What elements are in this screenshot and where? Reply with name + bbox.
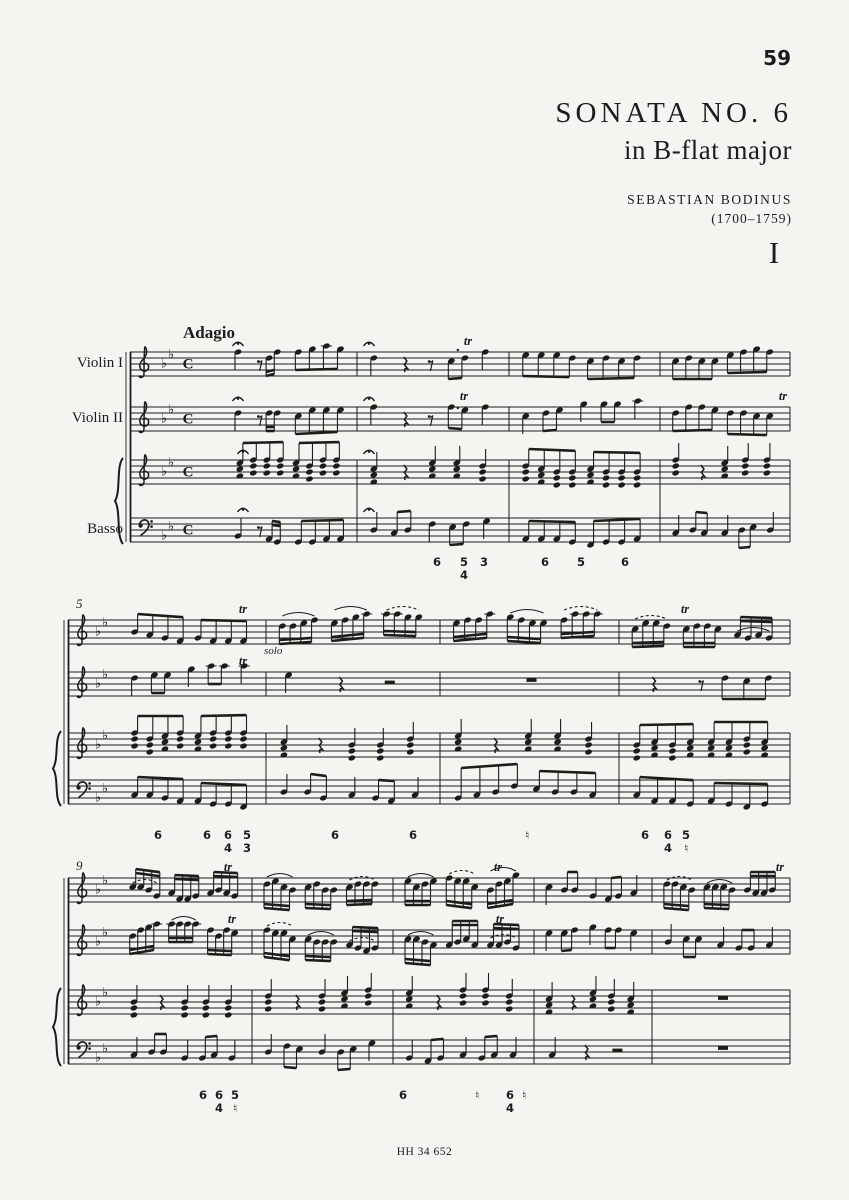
figured-bass-row: [433, 555, 629, 582]
svg-text:C: C: [182, 464, 194, 481]
svg-text:♭: ♭: [94, 882, 102, 898]
svg-text:6: 6: [330, 828, 340, 842]
svg-text:♭: ♭: [101, 1041, 109, 1057]
svg-text:tr: tr: [775, 860, 785, 874]
system-2: [53, 602, 790, 855]
svg-text:♮: ♮: [524, 828, 530, 842]
svg-text:♭: ♭: [160, 528, 168, 544]
svg-text:♭: ♭: [94, 737, 102, 753]
page-number: 59: [763, 46, 791, 70]
svg-text:♭: ♭: [101, 925, 109, 941]
svg-text:tr: tr: [680, 602, 690, 616]
staff-violin1: [139, 343, 774, 379]
svg-text:tr: tr: [463, 334, 473, 348]
svg-text:tr: tr: [227, 912, 237, 926]
svg-text:C: C: [182, 522, 194, 539]
svg-text:6: 6: [432, 555, 442, 569]
svg-text:♭: ♭: [94, 790, 102, 806]
sonata-title: SONATA NO. 6: [555, 97, 792, 129]
svg-text:♭: ♭: [101, 615, 109, 631]
svg-text:♮: ♮: [232, 1101, 238, 1115]
svg-text:6: 6: [505, 1088, 515, 1102]
svg-text:6: 6: [540, 555, 550, 569]
svg-text:6: 6: [223, 828, 233, 842]
svg-text:♭: ♭: [101, 781, 109, 797]
svg-text:tr: tr: [223, 860, 233, 874]
staff-keyboard-bass: [77, 764, 769, 810]
svg-text:♭: ♭: [94, 624, 102, 640]
system-3: [53, 860, 790, 1115]
staff-violin1: [77, 868, 777, 911]
svg-text:♭: ♭: [101, 873, 109, 889]
composer-dates: (1700–1759): [711, 211, 792, 226]
svg-text:♭: ♭: [167, 402, 175, 418]
svg-text:4: 4: [663, 841, 673, 855]
svg-text:♮: ♮: [521, 1088, 527, 1102]
svg-text:6: 6: [398, 1088, 408, 1102]
label-violin2: Violin II: [71, 410, 123, 426]
svg-text:5: 5: [576, 555, 586, 569]
svg-text:♮: ♮: [683, 841, 689, 855]
staff-violin2: [77, 917, 774, 966]
svg-text:6: 6: [663, 828, 673, 842]
svg-text:C: C: [182, 411, 194, 428]
svg-text:♭: ♭: [94, 994, 102, 1010]
svg-text:4: 4: [223, 841, 233, 855]
svg-text:6: 6: [153, 828, 163, 842]
staff-violin1: [77, 607, 773, 648]
svg-text:5: 5: [681, 828, 691, 842]
composer-name: SEBASTIAN BODINUS: [627, 192, 792, 207]
svg-text:♭: ♭: [94, 934, 102, 950]
figured-bass-row: [199, 1088, 526, 1115]
solo-marking: solo: [264, 645, 283, 657]
svg-text:6: 6: [202, 828, 212, 842]
svg-text:♭: ♭: [167, 519, 175, 535]
staff-keyboard-treble: [139, 442, 771, 488]
staff-violin2: [77, 663, 773, 699]
svg-text:4: 4: [505, 1101, 515, 1115]
svg-text:tr: tr: [238, 654, 248, 668]
svg-text:♭: ♭: [160, 356, 168, 372]
svg-text:♭: ♭: [167, 455, 175, 471]
svg-text:C: C: [182, 356, 194, 373]
svg-text:♭: ♭: [101, 985, 109, 1001]
svg-text:♮: ♮: [474, 1088, 480, 1102]
svg-text:4: 4: [214, 1101, 224, 1115]
svg-text:5: 5: [242, 828, 252, 842]
svg-text:♭: ♭: [101, 728, 109, 744]
staff-violin2: [139, 398, 774, 436]
svg-text:6: 6: [198, 1088, 208, 1102]
svg-text:tr: tr: [495, 912, 505, 926]
measure-number-5: 5: [76, 596, 83, 611]
svg-text:5: 5: [230, 1088, 240, 1102]
svg-text:6: 6: [620, 555, 630, 569]
sonata-subtitle: in B-flat major: [624, 135, 792, 165]
figured-bass-row: [154, 828, 690, 855]
svg-text:6: 6: [214, 1088, 224, 1102]
tempo-marking: Adagio: [183, 323, 235, 342]
svg-text:♭: ♭: [167, 347, 175, 363]
plate-number: HH 34 652: [396, 1146, 453, 1158]
label-violin1: Violin I: [76, 355, 123, 371]
svg-text:6: 6: [408, 828, 418, 842]
svg-text:♭: ♭: [94, 1050, 102, 1066]
label-basso: Basso: [87, 521, 123, 537]
staff-keyboard-treble: [77, 715, 769, 761]
svg-text:5: 5: [459, 555, 469, 569]
svg-text:4: 4: [459, 568, 469, 582]
svg-text:6: 6: [640, 828, 650, 842]
svg-text:tr: tr: [778, 389, 788, 403]
svg-text:♭: ♭: [160, 464, 168, 480]
system-1: [115, 334, 790, 582]
svg-text:tr: tr: [238, 602, 248, 616]
measure-number-9: 9: [76, 858, 83, 873]
movement-numeral: I: [768, 235, 780, 270]
svg-text:♭: ♭: [160, 411, 168, 427]
svg-text:♭: ♭: [101, 667, 109, 683]
svg-text:3: 3: [479, 555, 489, 569]
svg-text:tr: tr: [493, 860, 503, 874]
svg-text:♭: ♭: [94, 676, 102, 692]
svg-text:tr: tr: [459, 389, 469, 403]
svg-text:3: 3: [242, 841, 252, 855]
